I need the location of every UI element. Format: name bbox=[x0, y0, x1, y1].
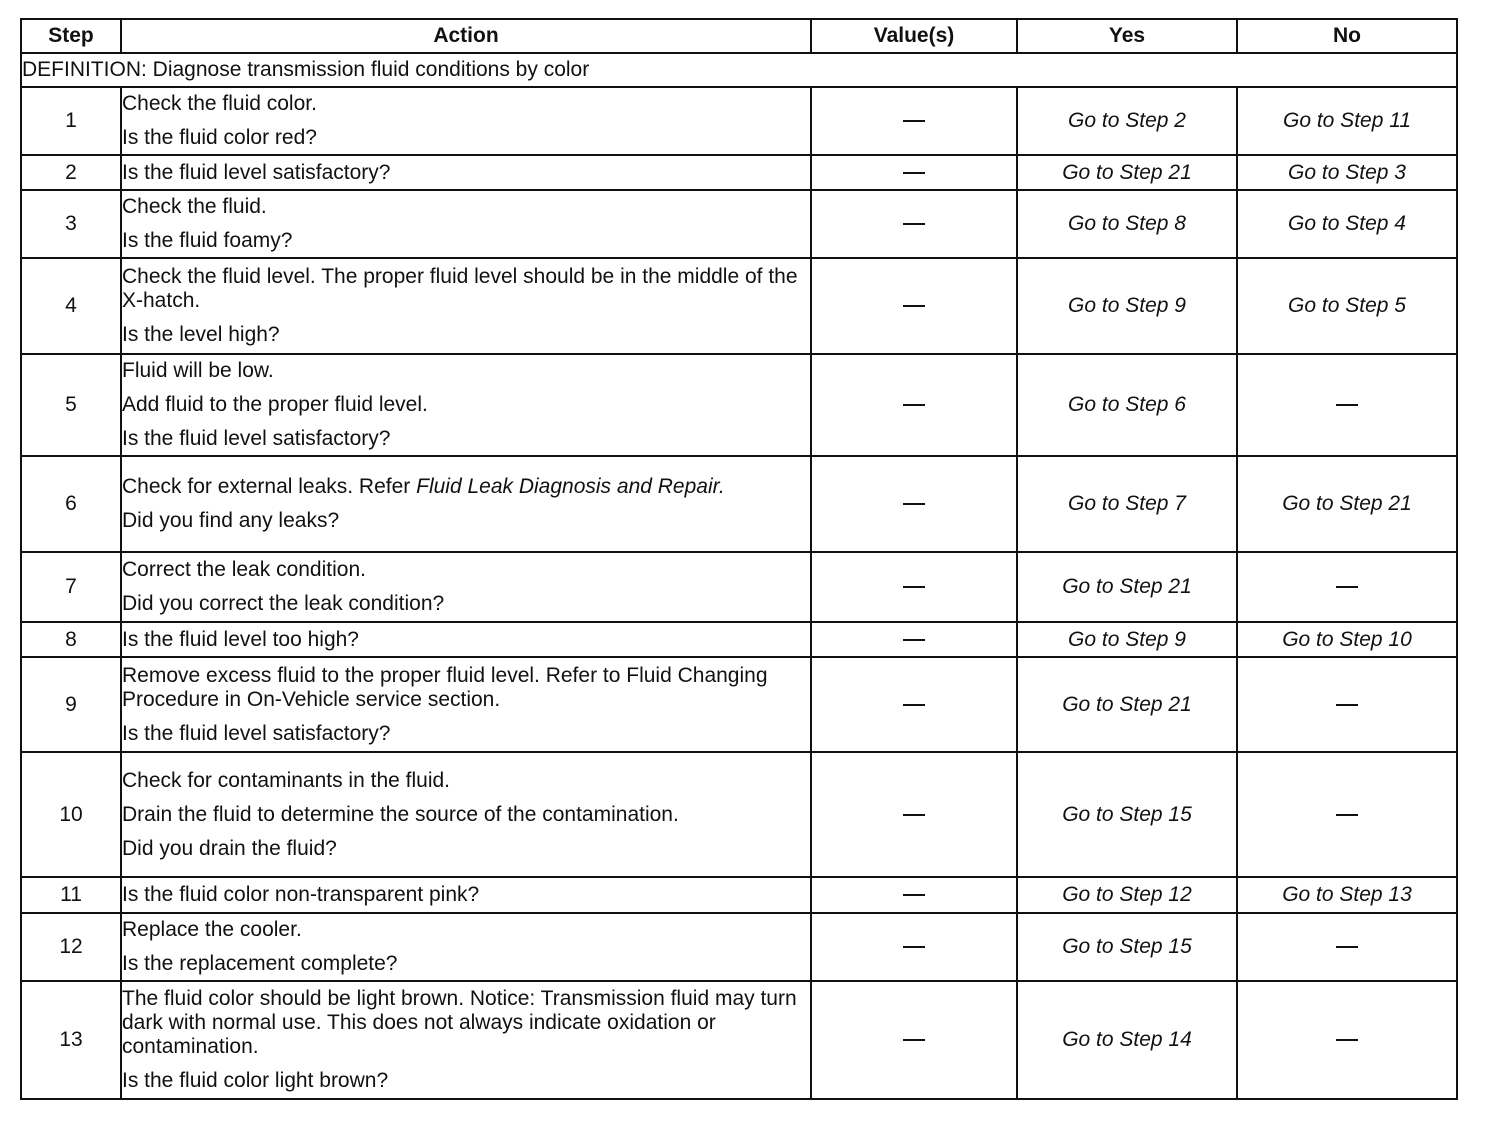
dash-mark bbox=[1336, 814, 1358, 816]
table-row bbox=[21, 155, 1457, 190]
header-no: No bbox=[1237, 19, 1457, 53]
action-text: Correct the leak condition. bbox=[122, 558, 366, 581]
action-cell bbox=[121, 622, 811, 657]
action-question: Is the fluid foamy? bbox=[122, 229, 293, 252]
dash-mark bbox=[903, 639, 925, 641]
action-cell bbox=[121, 657, 811, 752]
table-row bbox=[21, 87, 1457, 155]
action-question: Is the replacement complete? bbox=[122, 952, 398, 975]
no-cell: Go to Step 10 bbox=[1237, 622, 1457, 657]
no-cell: Go to Step 21 bbox=[1237, 456, 1457, 552]
yes-cell: Go to Step 12 bbox=[1017, 877, 1237, 913]
dash-mark bbox=[903, 503, 925, 505]
action-question: Is the level high? bbox=[122, 323, 280, 346]
dash-mark bbox=[1336, 404, 1358, 406]
table-row bbox=[21, 190, 1457, 258]
no-cell bbox=[1237, 913, 1457, 981]
action-question: Did you correct the leak condition? bbox=[122, 592, 445, 615]
table-row bbox=[21, 456, 1457, 552]
action-cell bbox=[121, 155, 811, 190]
table-row bbox=[21, 622, 1457, 657]
step-number: 5 bbox=[21, 354, 121, 456]
action-cell bbox=[121, 552, 811, 622]
value-cell bbox=[811, 552, 1017, 622]
dash-mark bbox=[903, 1039, 925, 1041]
header-values: Value(s) bbox=[811, 19, 1017, 53]
header-step: Step bbox=[21, 19, 121, 53]
value-cell bbox=[811, 877, 1017, 913]
action-text: Check the fluid level. The proper fluid level should be in the middle of the X-hatch. bbox=[122, 265, 798, 312]
yes-cell: Go to Step 7 bbox=[1017, 456, 1237, 552]
value-cell bbox=[811, 657, 1017, 752]
action-cell bbox=[121, 87, 811, 155]
header-row bbox=[21, 19, 1457, 53]
dash-mark bbox=[903, 704, 925, 706]
table-row bbox=[21, 913, 1457, 981]
action-question: Is the fluid level satisfactory? bbox=[122, 721, 391, 745]
step-number: 6 bbox=[21, 456, 121, 552]
value-cell bbox=[811, 190, 1017, 258]
yes-cell: Go to Step 8 bbox=[1017, 190, 1237, 258]
step-number: 11 bbox=[21, 877, 121, 913]
dash-mark bbox=[1336, 1039, 1358, 1041]
action-text bbox=[122, 475, 810, 499]
action-cell bbox=[121, 354, 811, 456]
table-row bbox=[21, 657, 1457, 752]
yes-cell: Go to Step 21 bbox=[1017, 155, 1237, 190]
action-text: Fluid will be low. bbox=[122, 359, 274, 382]
no-cell: Go to Step 5 bbox=[1237, 258, 1457, 354]
yes-cell: Go to Step 9 bbox=[1017, 622, 1237, 657]
table-row bbox=[21, 552, 1457, 622]
dash-mark bbox=[903, 223, 925, 225]
action-question: Is the fluid level satisfactory? bbox=[122, 427, 391, 450]
action-cell bbox=[121, 752, 811, 877]
step-number: 4 bbox=[21, 258, 121, 354]
dash-mark bbox=[903, 586, 925, 588]
action-cell bbox=[121, 877, 811, 913]
action-cell bbox=[121, 456, 811, 552]
action-cell bbox=[121, 981, 811, 1099]
action-question: Is the fluid level too high? bbox=[122, 627, 359, 651]
table-row bbox=[21, 354, 1457, 456]
action-cell bbox=[121, 190, 811, 258]
dash-mark bbox=[903, 172, 925, 174]
no-cell: Go to Step 13 bbox=[1237, 877, 1457, 913]
action-question: Is the fluid color red? bbox=[122, 126, 317, 149]
action-cell bbox=[121, 913, 811, 981]
table-row bbox=[21, 877, 1457, 913]
dash-mark bbox=[903, 814, 925, 816]
value-cell bbox=[811, 752, 1017, 877]
action-question: Is the fluid color light brown? bbox=[122, 1069, 389, 1092]
action-text: Add fluid to the proper fluid level. bbox=[122, 393, 428, 416]
action-cell bbox=[121, 258, 811, 354]
step-number: 13 bbox=[21, 981, 121, 1099]
dash-mark bbox=[1336, 946, 1358, 948]
yes-cell: Go to Step 15 bbox=[1017, 913, 1237, 981]
yes-cell: Go to Step 15 bbox=[1017, 752, 1237, 877]
no-cell bbox=[1237, 981, 1457, 1099]
header-action: Action bbox=[121, 19, 811, 53]
no-cell: Go to Step 3 bbox=[1237, 155, 1457, 190]
step-number: 12 bbox=[21, 913, 121, 981]
action-text: Check for contaminants in the fluid. bbox=[122, 768, 451, 792]
no-cell bbox=[1237, 552, 1457, 622]
dash-mark bbox=[903, 404, 925, 406]
action-question: Is the fluid level satisfactory? bbox=[122, 160, 391, 184]
reference-link[interactable]: Fluid Leak Diagnosis and Repair. bbox=[416, 475, 725, 498]
header-yes: Yes bbox=[1017, 19, 1237, 53]
step-number: 2 bbox=[21, 155, 121, 190]
no-cell: Go to Step 4 bbox=[1237, 190, 1457, 258]
dash-mark bbox=[903, 894, 925, 896]
value-cell bbox=[811, 155, 1017, 190]
definition-row bbox=[21, 53, 1457, 87]
value-cell bbox=[811, 258, 1017, 354]
table-row bbox=[21, 981, 1457, 1099]
no-cell: Go to Step 11 bbox=[1237, 87, 1457, 155]
value-cell bbox=[811, 354, 1017, 456]
step-number: 10 bbox=[21, 752, 121, 877]
step-number: 3 bbox=[21, 190, 121, 258]
step-number: 7 bbox=[21, 552, 121, 622]
dash-mark bbox=[1336, 704, 1358, 706]
no-cell bbox=[1237, 657, 1457, 752]
action-question: Did you find any leaks? bbox=[122, 509, 340, 532]
value-cell bbox=[811, 456, 1017, 552]
action-text: Replace the cooler. bbox=[122, 918, 302, 941]
no-cell bbox=[1237, 752, 1457, 877]
no-cell bbox=[1237, 354, 1457, 456]
value-cell bbox=[811, 87, 1017, 155]
action-question: Is the fluid color non-transparent pink? bbox=[122, 883, 480, 906]
action-text: Check the fluid. bbox=[122, 195, 267, 218]
step-number: 9 bbox=[21, 657, 121, 752]
action-text: Check the fluid color. bbox=[122, 92, 317, 115]
action-question: Did you drain the fluid? bbox=[122, 836, 337, 860]
step-number: 1 bbox=[21, 87, 121, 155]
yes-cell: Go to Step 2 bbox=[1017, 87, 1237, 155]
yes-cell: Go to Step 21 bbox=[1017, 552, 1237, 622]
yes-cell: Go to Step 14 bbox=[1017, 981, 1237, 1099]
value-cell bbox=[811, 622, 1017, 657]
diagnostic-table bbox=[20, 18, 1458, 1100]
yes-cell: Go to Step 9 bbox=[1017, 258, 1237, 354]
value-cell bbox=[811, 981, 1017, 1099]
dash-mark bbox=[903, 120, 925, 122]
dash-mark bbox=[903, 946, 925, 948]
definition-text: DEFINITION: Diagnose transmission fluid conditions by color bbox=[21, 53, 1457, 87]
action-text: Remove excess fluid to the proper fluid level. Refer to Fluid Changing Procedure in On-Vehicle service section. bbox=[122, 663, 768, 711]
action-text: The fluid color should be light brown. Notice: Transmission fluid may turn dark with normal use. This does not always indicate oxidation or contamination. bbox=[122, 987, 797, 1058]
value-cell bbox=[811, 913, 1017, 981]
action-text-lead: Check for external leaks. Refer bbox=[122, 475, 417, 498]
table-row bbox=[21, 258, 1457, 354]
action-text: Drain the fluid to determine the source of the contamination. bbox=[122, 802, 679, 826]
yes-cell: Go to Step 6 bbox=[1017, 354, 1237, 456]
table-row bbox=[21, 752, 1457, 877]
dash-mark bbox=[903, 305, 925, 307]
step-number: 8 bbox=[21, 622, 121, 657]
yes-cell: Go to Step 21 bbox=[1017, 657, 1237, 752]
dash-mark bbox=[1336, 586, 1358, 588]
